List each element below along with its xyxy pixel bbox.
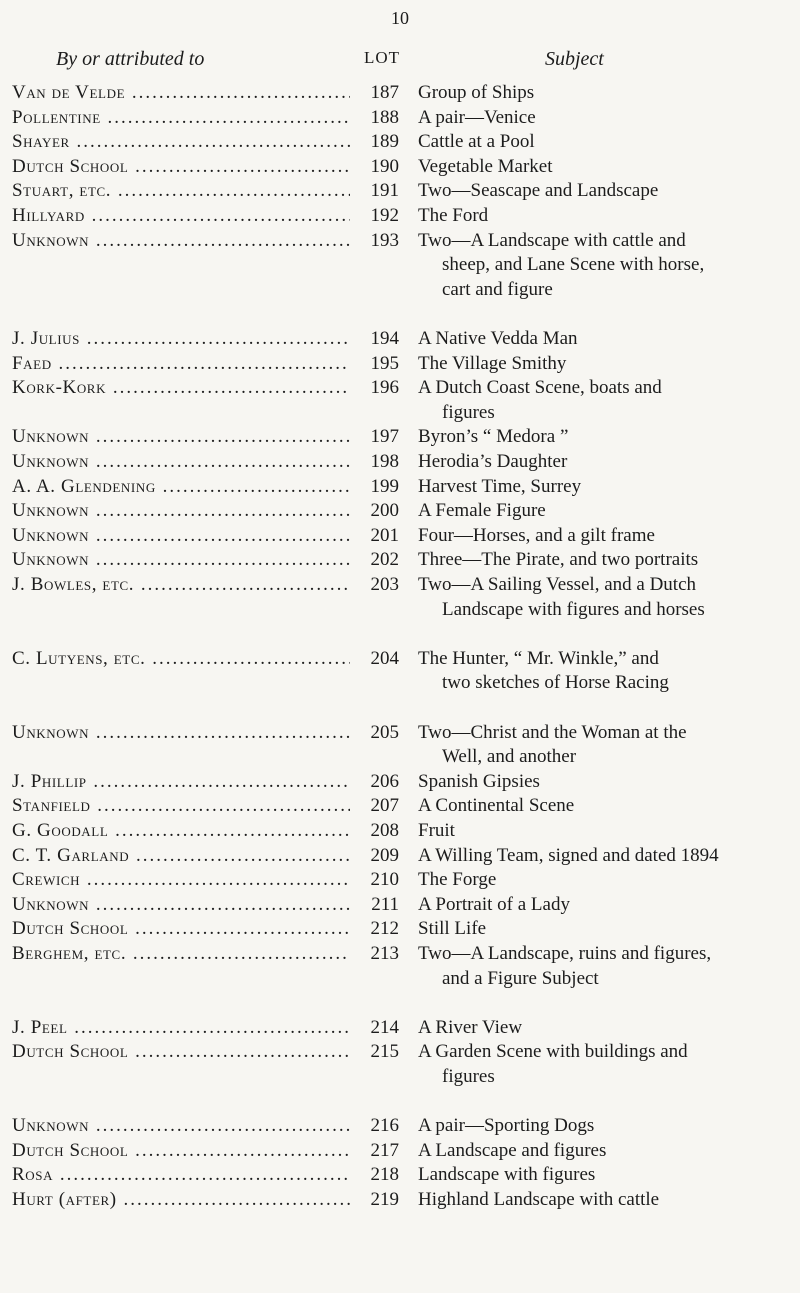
lot-number: 194: [370, 328, 399, 349]
catalogue-entry: [0, 82, 800, 104]
artist-name: J. Julius .....: [12, 328, 350, 350]
subject-line: Two—Seascape and Landscape: [418, 180, 659, 202]
subject-line: Landscape with figures: [418, 1164, 596, 1186]
subject-line: A pair—Venice: [418, 106, 536, 128]
artist-name: Pollentine .....: [12, 107, 350, 129]
artist-name: Unknown .....: [12, 549, 350, 571]
subject-line: Cattle at a Pool: [418, 131, 535, 153]
artist-name: Dutch School .....: [12, 918, 350, 940]
catalogue-entry: [0, 476, 800, 498]
catalogue-entry: [0, 918, 800, 940]
subject-line: Two—A Landscape, ruins and figures,: [418, 943, 712, 964]
subject-line: Well, and another: [442, 746, 577, 768]
subject-line: A Garden Scene with buildings and: [418, 1041, 688, 1063]
artist-name: Unknown .....: [12, 1115, 350, 1137]
subject-description: [418, 525, 794, 550]
catalogue-entry: [0, 500, 800, 522]
catalogue-entry: [0, 721, 800, 768]
subject-line: A River View: [418, 1016, 523, 1038]
lot-number: 202: [370, 549, 399, 571]
artist-name: Stanfield .....: [12, 795, 350, 817]
lot-number: 201: [370, 524, 399, 546]
subject-column-header: Subject: [545, 48, 604, 70]
subject-description: [418, 845, 794, 870]
artist-name: Dutch School .....: [12, 156, 350, 178]
subject-description: [418, 1140, 794, 1165]
page-number: 10: [391, 8, 409, 28]
catalogue-entry: [0, 180, 800, 202]
subject-line: Two—A Sailing Vessel, and a Dutch: [418, 574, 697, 595]
subject-description: [418, 722, 794, 771]
catalogue-entry: [0, 943, 800, 989]
subject-line: Fruit: [418, 820, 455, 841]
subject-line: Highland Landscape with cattle: [418, 1189, 660, 1210]
catalogue-entry: [0, 156, 800, 178]
subject-line: two sketches of Horse Racing: [442, 672, 669, 694]
subject-description: [418, 820, 794, 845]
subject-description: [418, 328, 794, 353]
subject-line: figures: [442, 401, 495, 423]
subject-line: cart and figure: [442, 278, 553, 300]
subject-line: A Landscape and figures: [418, 1139, 607, 1161]
subject-description: [418, 574, 794, 623]
catalogue-entry: [0, 771, 800, 793]
lot-number: 219: [370, 1189, 399, 1210]
lot-number: 192: [370, 205, 399, 226]
lot-number: 217: [370, 1139, 399, 1161]
lot-number: 188: [370, 106, 399, 128]
subject-description: [418, 894, 794, 919]
subject-description: [418, 918, 794, 943]
subject-line: The Ford: [418, 205, 489, 226]
subject-line: Two—Christ and the Woman at the: [418, 721, 687, 743]
catalogue-entry: [0, 1189, 800, 1211]
lot-number: 189: [370, 131, 399, 153]
artist-name: Stuart, etc. .....: [12, 180, 350, 202]
subject-line: Landscape with figures and horses: [442, 598, 705, 620]
subject-description: [418, 549, 794, 574]
subject-description: [418, 500, 794, 525]
artist-name: Van de Velde .....: [12, 82, 350, 104]
subject-line: Four—Horses, and a gilt frame: [418, 524, 655, 546]
subject-description: [418, 1017, 794, 1042]
subject-line: A pair—Sporting Dogs: [418, 1115, 595, 1137]
lot-column-header: LOT: [363, 48, 401, 67]
subject-description: [418, 476, 794, 501]
catalogue-entry: [0, 1140, 800, 1162]
artist-name: Kork-Kork .....: [12, 377, 350, 399]
artist-name: J. Phillip .....: [12, 771, 350, 793]
artist-name: Unknown .....: [12, 500, 350, 522]
subject-line: A Portrait of a Lady: [418, 893, 570, 915]
catalogue-entry: [0, 426, 800, 448]
subject-line: Byron’s “ Medora ”: [418, 426, 569, 448]
lot-number: 214: [370, 1016, 399, 1038]
lot-number: 198: [370, 451, 399, 472]
subject-description: [418, 230, 794, 304]
lot-number: 195: [370, 352, 399, 374]
artist-name: Berghem, etc. .....: [12, 943, 350, 965]
catalogue-entry: [0, 869, 800, 891]
subject-description: [418, 1164, 794, 1189]
subject-description: [418, 795, 794, 820]
lot-number: 196: [370, 377, 399, 399]
lot-number: 207: [370, 795, 399, 817]
subject-line: sheep, and Lane Scene with horse,: [442, 254, 705, 276]
subject-line: and a Figure Subject: [442, 967, 599, 989]
artist-name: Unknown .....: [12, 894, 350, 916]
catalogue-entry: [0, 451, 800, 473]
lot-number: 215: [370, 1041, 399, 1063]
subject-line: figures: [442, 1065, 495, 1087]
artist-name: C. Lutyens, etc. .....: [12, 648, 350, 670]
subject-description: [418, 377, 794, 426]
subject-line: Herodia’s Daughter: [418, 451, 568, 472]
lot-number: 203: [370, 574, 399, 595]
lot-number: 211: [371, 893, 399, 915]
lot-number: 191: [370, 180, 399, 202]
lot-number: 208: [370, 820, 399, 841]
artist-name: Hurt (after) .....: [12, 1189, 350, 1211]
lot-number: 204: [370, 647, 399, 669]
catalogue-entry: [0, 574, 800, 620]
lot-number: 213: [370, 943, 399, 964]
subject-description: [418, 943, 794, 992]
subject-description: [418, 82, 794, 107]
lot-number: 199: [370, 475, 399, 497]
subject-description: [418, 1115, 794, 1140]
subject-description: [418, 180, 794, 205]
subject-description: [418, 869, 794, 894]
subject-line: Still Life: [418, 918, 487, 940]
subject-line: Group of Ships: [418, 82, 535, 103]
subject-line: A Native Vedda Man: [418, 328, 578, 349]
subject-line: Three—The Pirate, and two portraits: [418, 549, 699, 571]
subject-description: [418, 205, 794, 230]
artist-name: G. Goodall .....: [12, 820, 350, 842]
lot-number: 216: [370, 1115, 399, 1137]
subject-line: A Dutch Coast Scene, boats and: [418, 377, 662, 399]
artist-name: Rosa .....: [12, 1164, 350, 1186]
artist-name: Unknown .....: [12, 230, 350, 252]
artist-column-header: By or attributed to: [56, 48, 205, 70]
subject-description: [418, 353, 794, 378]
lot-number: 218: [370, 1164, 399, 1186]
subject-description: [418, 1041, 794, 1090]
artist-name: C. T. Garland .....: [12, 845, 350, 867]
catalogue-entry: [0, 205, 800, 227]
subject-line: The Forge: [418, 869, 497, 891]
subject-description: [418, 131, 794, 156]
lot-number: 200: [370, 500, 399, 522]
lot-number: 193: [370, 229, 399, 251]
artist-name: Unknown .....: [12, 525, 350, 547]
artist-name: Crewich .....: [12, 869, 350, 891]
subject-line: A Continental Scene: [418, 795, 575, 817]
artist-name: Unknown .....: [12, 451, 350, 473]
artist-name: J. Peel .....: [12, 1017, 350, 1039]
subject-line: The Hunter, “ Mr. Winkle,” and: [418, 647, 659, 669]
subject-description: [418, 426, 794, 451]
artist-name: Shayer .....: [12, 131, 350, 153]
catalogue-entry: [0, 845, 800, 867]
artist-name: A. A. Glendening .....: [12, 476, 350, 498]
artist-name: Unknown .....: [12, 426, 350, 448]
subject-line: A Female Figure: [418, 500, 546, 522]
catalogue-entry: [0, 377, 800, 423]
subject-description: [418, 156, 794, 181]
artist-name: Hillyard .....: [12, 205, 350, 227]
artist-name: Dutch School .....: [12, 1140, 350, 1162]
lot-number: 209: [370, 844, 399, 866]
subject-description: [418, 451, 794, 476]
lot-number: 210: [370, 869, 399, 891]
subject-line: Vegetable Market: [418, 155, 553, 177]
subject-description: [418, 1189, 794, 1214]
subject-line: Harvest Time, Surrey: [418, 475, 582, 497]
lot-number: 190: [370, 155, 399, 177]
catalogue-entry: [0, 795, 800, 817]
catalogue-entry: [0, 525, 800, 547]
catalogue-entry: [0, 820, 800, 842]
subject-description: [418, 107, 794, 132]
lot-number: 212: [370, 918, 399, 940]
catalogue-entry: [0, 131, 800, 153]
catalogue-entry: [0, 1041, 800, 1087]
lot-number: 206: [370, 770, 399, 792]
catalogue-entry: [0, 549, 800, 571]
subject-line: A Willing Team, signed and dated 1894: [418, 844, 719, 866]
artist-name: J. Bowles, etc. .....: [12, 574, 350, 596]
lot-number: 205: [370, 721, 399, 743]
catalogue-entry: [0, 1017, 800, 1039]
catalogue-entry: [0, 1164, 800, 1186]
catalogue-entry: [0, 229, 800, 300]
subject-line: Two—A Landscape with cattle and: [418, 229, 686, 251]
lot-number: 187: [370, 82, 399, 103]
artist-name: Unknown .....: [12, 722, 350, 744]
subject-line: Spanish Gipsies: [418, 770, 540, 792]
artist-name: Dutch School .....: [12, 1041, 350, 1063]
catalogue-entry: [0, 894, 800, 916]
artist-name: Faed .....: [12, 353, 350, 375]
subject-description: [418, 771, 794, 796]
lot-number: 197: [370, 426, 399, 448]
catalogue-entry: [0, 647, 800, 694]
catalogue-entry: [0, 1115, 800, 1137]
catalogue-entry: [0, 353, 800, 375]
subject-line: The Village Smithy: [418, 352, 567, 374]
catalogue-entry: [0, 328, 800, 350]
subject-description: [418, 648, 794, 697]
catalogue-entry: [0, 107, 800, 129]
